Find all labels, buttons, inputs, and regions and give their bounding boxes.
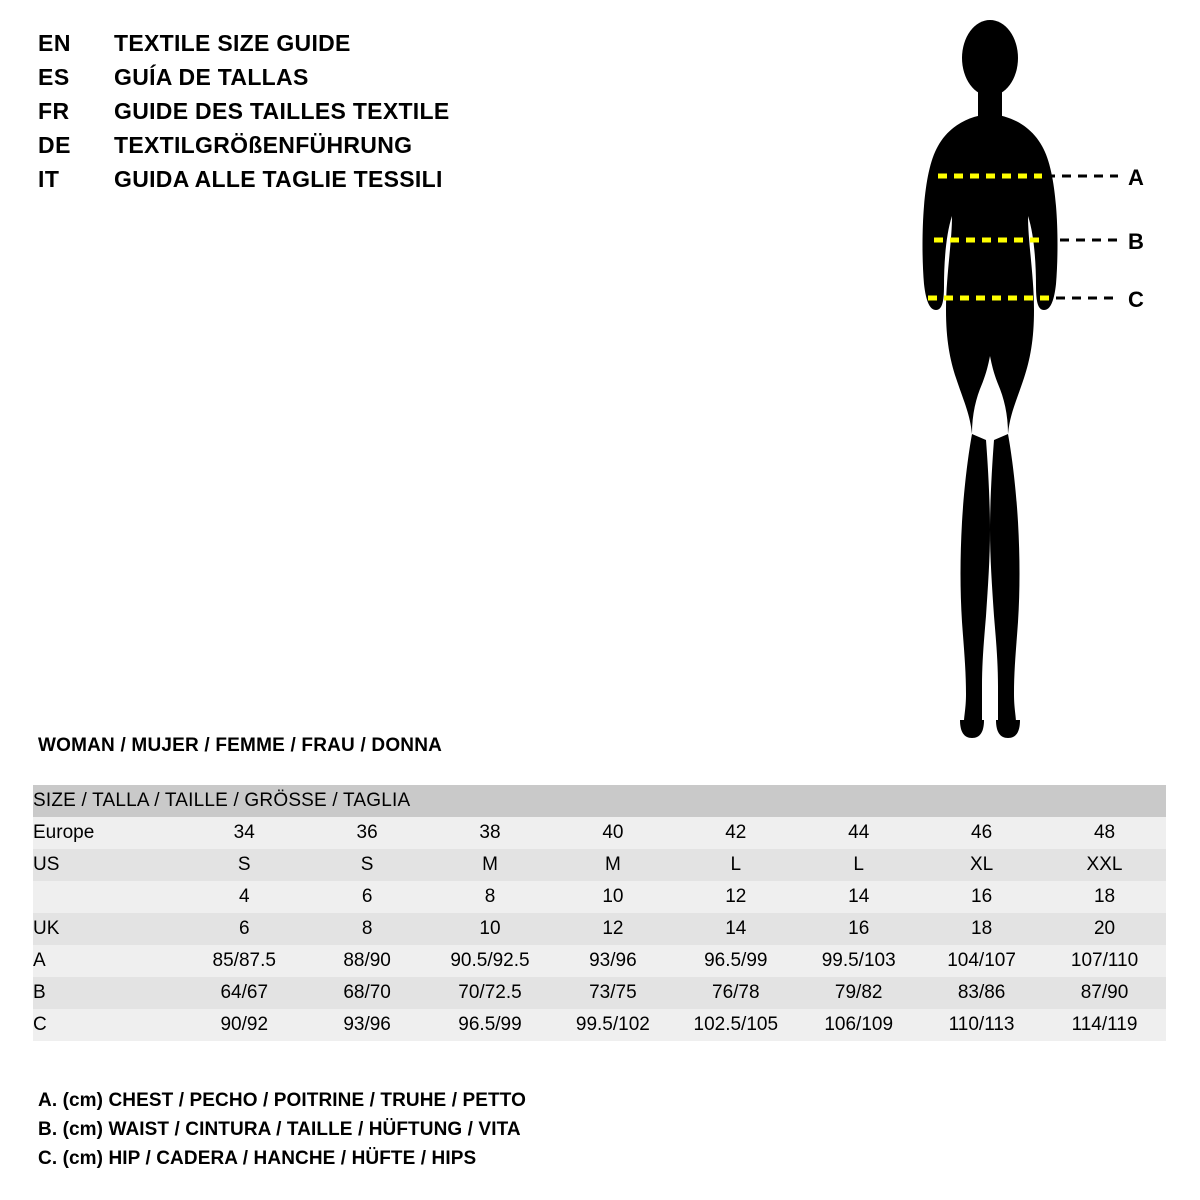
legend-line-chest: A. (cm) CHEST / PECHO / POITRINE / TRUHE / PETTO [38, 1090, 526, 1111]
cell-a-5: 96.5/99 [704, 950, 768, 971]
cell-uk-2: 8 [361, 918, 373, 939]
cell-b-5: 76/78 [712, 982, 760, 1003]
cell-us-6: L [853, 854, 864, 875]
cell-c-7: 110/113 [948, 1014, 1015, 1035]
cell-us-8: XXL [1086, 854, 1123, 875]
legend-line-hip: C. (cm) HIP / CADERA / HANCHE / HÜFTE / HIPS [38, 1148, 477, 1169]
row-label-us-numeric [33, 881, 183, 913]
cell-a-2: 88/90 [343, 950, 391, 971]
cell-europe-6: 44 [848, 822, 870, 843]
table-row [33, 849, 1166, 881]
cell-a-6: 99.5/103 [821, 950, 896, 971]
title-row [38, 98, 558, 132]
row-label-uk: UK [33, 918, 60, 939]
language-code-it: IT [38, 166, 60, 192]
hip-measure-marker: C [1128, 287, 1144, 312]
cell-us-4: M [604, 854, 621, 875]
row-label-europe: Europe [33, 822, 95, 843]
cell-b-3: 70/72.5 [458, 982, 522, 1003]
table-row [33, 817, 1166, 849]
table-header-row [33, 785, 1166, 817]
legend [38, 1090, 838, 1177]
cell-usnum-6: 14 [848, 886, 870, 907]
table-row [33, 913, 1166, 945]
cell-europe-7: 46 [971, 822, 993, 843]
cell-c-4: 99.5/102 [575, 1014, 650, 1035]
cell-us-1: S [237, 854, 251, 875]
cell-europe-2: 36 [356, 822, 378, 843]
cell-usnum-7: 16 [971, 886, 993, 907]
cell-europe-4: 40 [602, 822, 624, 843]
cell-c-1: 90/92 [220, 1014, 269, 1035]
cell-us-2: S [360, 854, 374, 875]
cell-usnum-1: 4 [238, 886, 250, 907]
title-text-en: TEXTILE SIZE GUIDE [114, 30, 351, 56]
cell-uk-8: 20 [1093, 918, 1116, 939]
cell-uk-3: 10 [479, 918, 501, 939]
cell-us-5: L [730, 854, 742, 875]
cell-c-2: 93/96 [343, 1014, 391, 1035]
language-code-fr: FR [38, 98, 70, 124]
title-block [38, 30, 558, 200]
cell-uk-1: 6 [238, 918, 250, 939]
cell-b-4: 73/75 [589, 982, 637, 1003]
row-label-b: B [33, 982, 46, 1003]
title-row [38, 166, 558, 200]
waist-measure-marker: B [1128, 229, 1144, 254]
cell-a-7: 104/107 [947, 950, 1016, 971]
title-row [38, 64, 558, 98]
table-row [33, 881, 1166, 913]
title-row [38, 30, 558, 64]
woman-silhouette-icon [860, 10, 1190, 750]
cell-c-6: 106/109 [824, 1014, 894, 1035]
cell-europe-8: 48 [1093, 822, 1116, 843]
cell-b-7: 83/86 [957, 982, 1006, 1003]
cell-a-4: 93/96 [589, 950, 637, 971]
cell-uk-4: 12 [602, 918, 624, 939]
title-row [38, 132, 558, 166]
title-text-es: GUÍA DE TALLAS [114, 64, 309, 90]
cell-us-7: XL [969, 854, 994, 875]
table-row [33, 1009, 1166, 1041]
cell-usnum-3: 8 [484, 886, 496, 907]
cell-b-1: 64/67 [220, 982, 269, 1003]
language-code-en: EN [38, 30, 71, 56]
cell-a-8: 107/110 [1070, 950, 1139, 971]
cell-a-3: 90.5/92.5 [450, 950, 530, 971]
title-text-de: TEXTILGRÖßENFÜHRUNG [114, 132, 413, 158]
cell-europe-5: 42 [725, 822, 747, 843]
cell-a-1: 85/87.5 [212, 950, 276, 971]
cell-usnum-2: 6 [361, 886, 373, 907]
cell-us-3: M [482, 854, 498, 875]
cell-uk-5: 14 [725, 918, 747, 939]
cell-europe-1: 34 [233, 822, 255, 843]
row-label-c: C [33, 1014, 47, 1035]
legend-line-waist: B. (cm) WAIST / CINTURA / TAILLE / HÜFTUNG / VITA [38, 1119, 521, 1140]
row-label-us: US [33, 854, 60, 875]
cell-usnum-8: 18 [1093, 886, 1116, 907]
cell-b-2: 68/70 [343, 982, 391, 1003]
cell-c-5: 102.5/105 [693, 1014, 779, 1035]
cell-b-6: 79/82 [834, 982, 883, 1003]
cell-europe-3: 38 [479, 822, 501, 843]
chest-measure-marker: A [1128, 165, 1144, 190]
language-code-de: DE [38, 132, 71, 158]
cell-usnum-4: 10 [602, 886, 624, 907]
table-header-label: SIZE / TALLA / TAILLE / GRÖSSE / TAGLIA [33, 790, 411, 811]
section-label: WOMAN / MUJER / FEMME / FRAU / DONNA [38, 735, 443, 756]
title-text-fr: GUIDE DES TAILLES TEXTILE [114, 98, 450, 124]
table-row [33, 977, 1166, 1009]
language-code-es: ES [38, 64, 70, 90]
title-text-it: GUIDA ALLE TAGLIE TESSILI [114, 166, 443, 192]
cell-c-8: 114/119 [1071, 1014, 1138, 1035]
size-table [33, 785, 1166, 1041]
cell-b-8: 87/90 [1080, 982, 1129, 1003]
row-label-a: A [33, 950, 46, 971]
cell-usnum-5: 12 [725, 886, 747, 907]
figure-area [860, 10, 1190, 750]
cell-uk-7: 18 [971, 918, 993, 939]
cell-uk-6: 16 [848, 918, 870, 939]
cell-c-3: 96.5/99 [458, 1014, 522, 1035]
table-row [33, 945, 1166, 977]
